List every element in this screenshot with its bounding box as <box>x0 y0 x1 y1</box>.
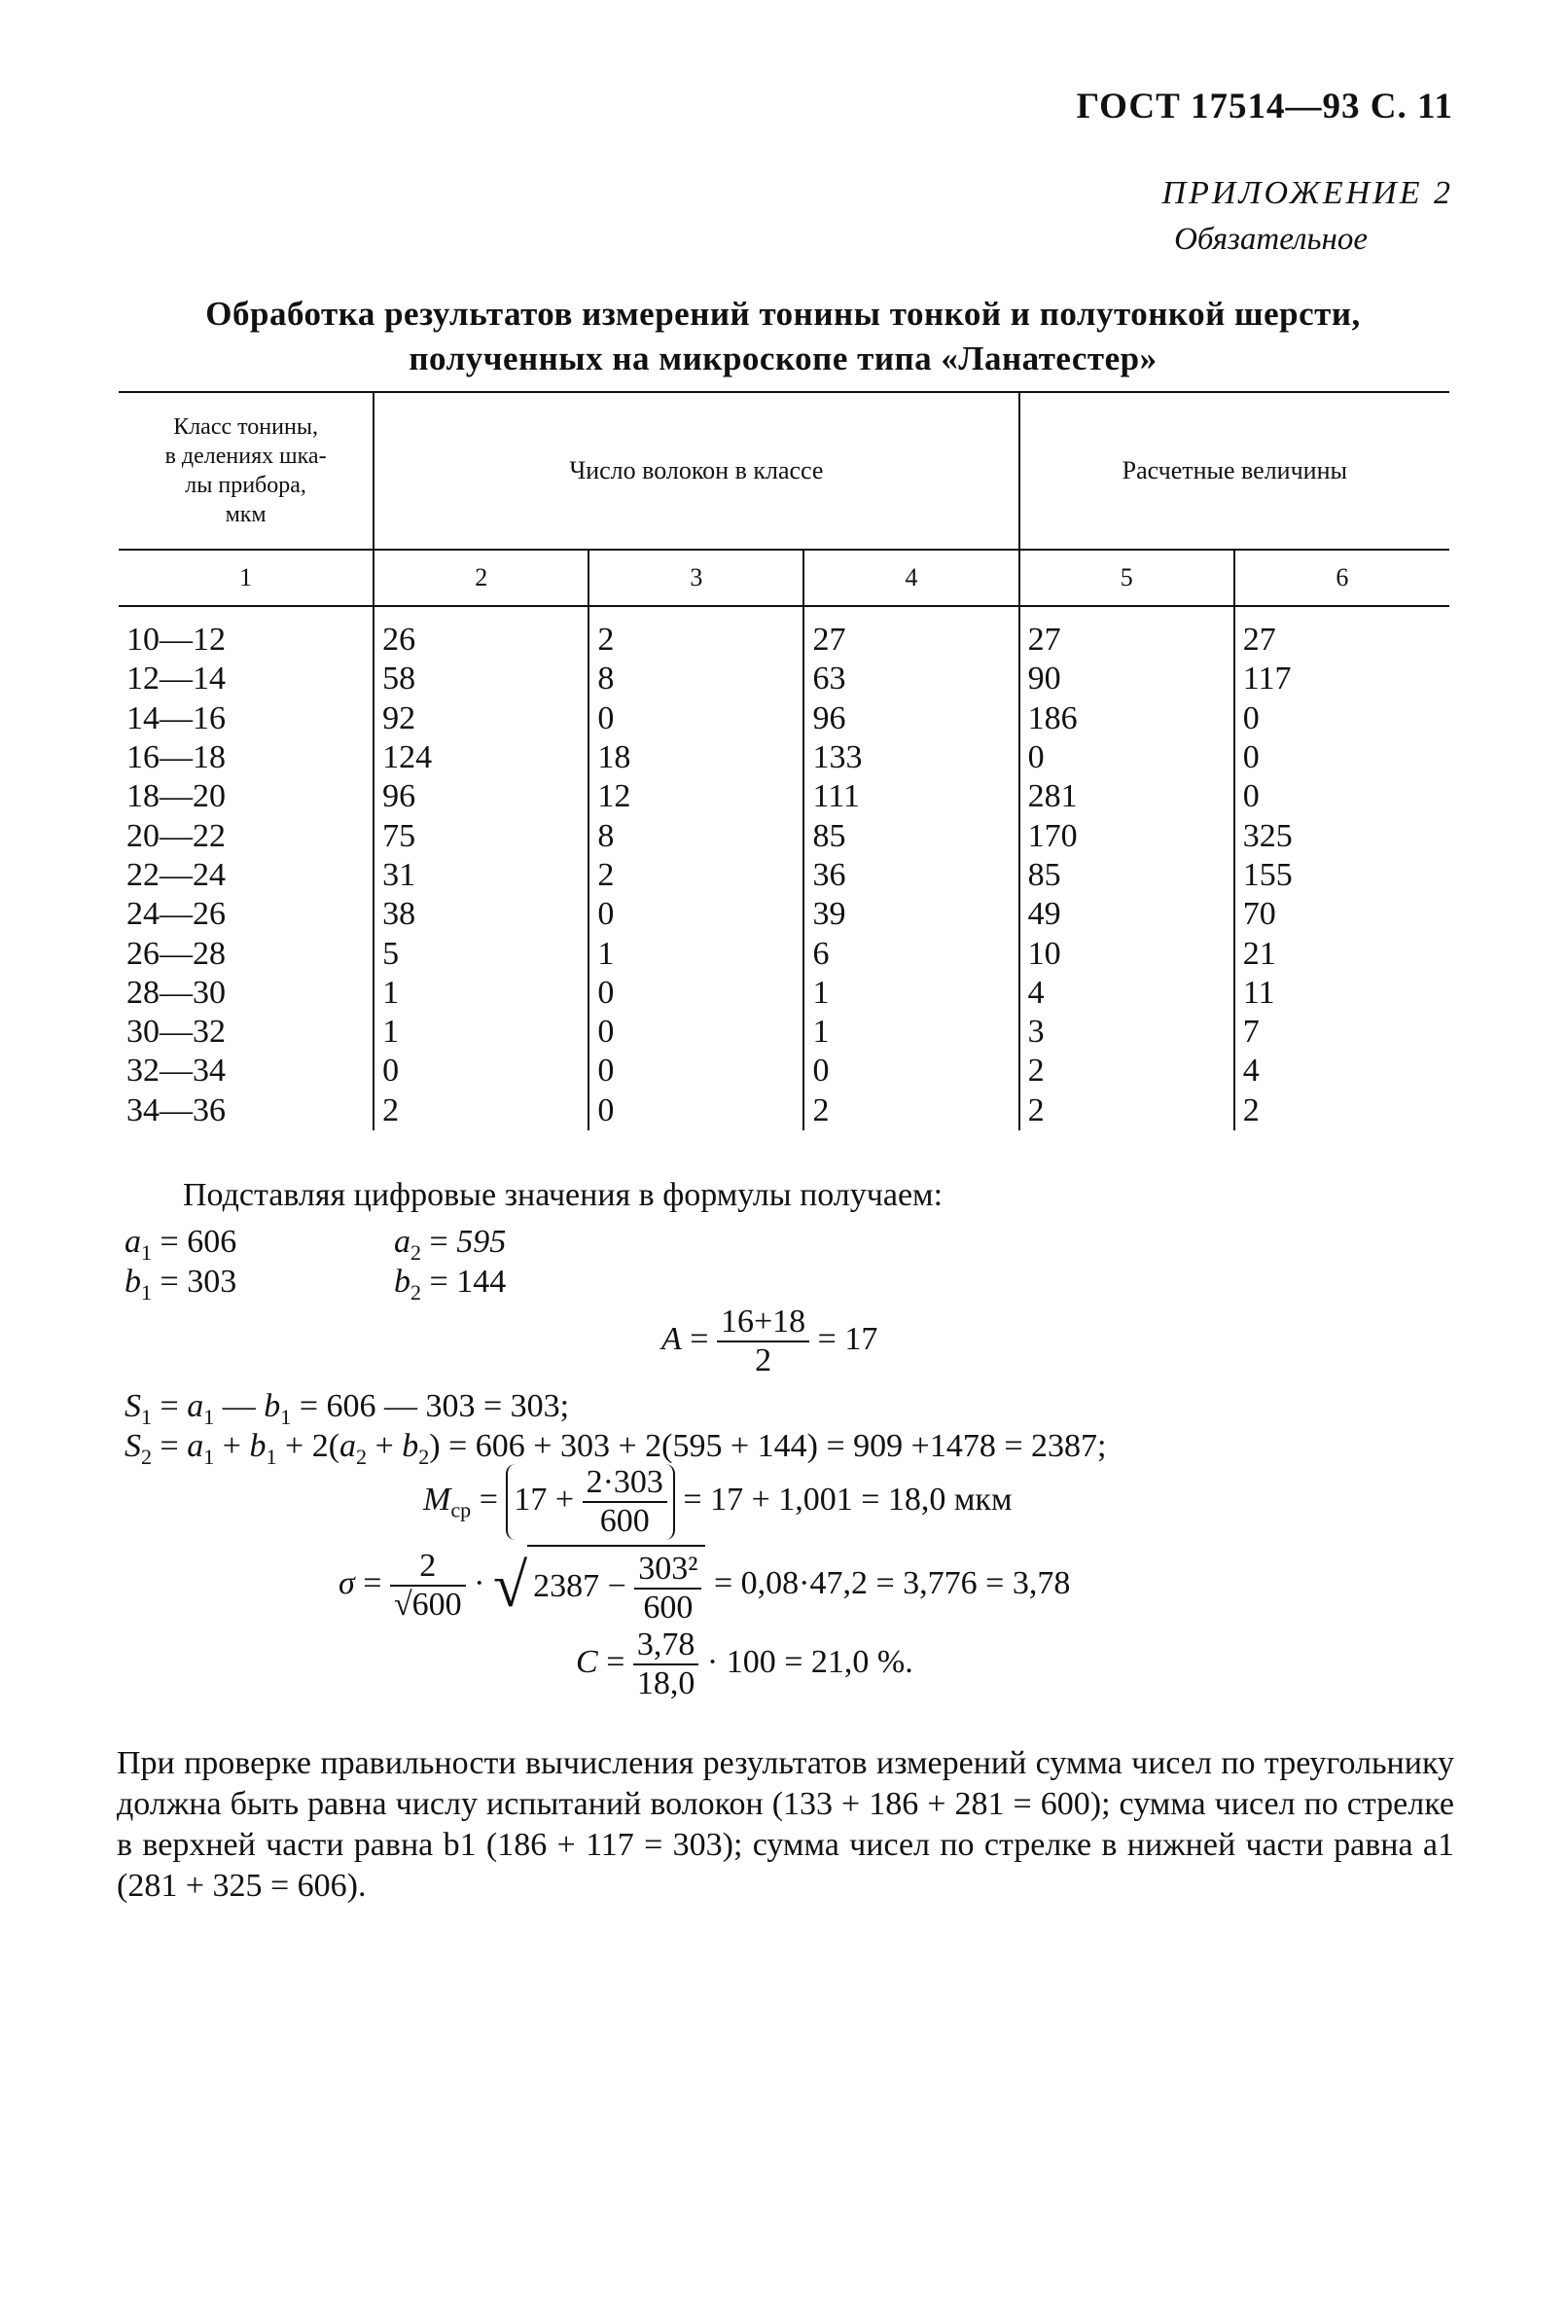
formula-mean: $M_{ср} = 17$ + $\frac{2\cdot 303}{600}$ = 17 + 1,001 = 18,0 мкм <box>423 1464 1013 1539</box>
value-b2: $b_2 = 144$ <box>394 1264 507 1305</box>
table-cell: 18 <box>588 738 803 777</box>
table-cell: 27 <box>803 606 1018 660</box>
table-cell: 75 <box>374 816 588 855</box>
header-class-line: мкм <box>225 502 267 527</box>
table-cell: 4 <box>1019 974 1234 1013</box>
value-a1: $a_1 = 606$ <box>125 1224 237 1265</box>
appendix-title: ПРИЛОЖЕНИЕ 2 <box>1161 175 1453 211</box>
table-row <box>119 895 1449 934</box>
table-cell: 11 <box>1234 974 1449 1013</box>
formula-a: A = $\frac{16+18}{2}$ = 17 <box>661 1304 878 1378</box>
substitution-intro: Подставляя цифровые значения в формулы получаем: <box>183 1177 944 1213</box>
table-cell: 85 <box>1019 856 1234 895</box>
header-class-line: в делениях шка- <box>164 444 327 469</box>
table-cell: 155 <box>1234 856 1449 895</box>
table-cell: 1 <box>803 1013 1018 1052</box>
table-row <box>119 816 1449 855</box>
table-cell: 8 <box>588 816 803 855</box>
document-title <box>117 292 1449 381</box>
table-cell: 5 <box>374 934 588 973</box>
table-cell: 117 <box>1234 660 1449 698</box>
title-line-1: Обработка результатов измерений тонины тонкой и полутонкой шерсти, <box>205 295 1361 333</box>
sqrt-lead: 2387 − <box>533 1567 626 1604</box>
table-cell: 6 <box>803 934 1018 973</box>
header-fineness-class <box>119 392 374 550</box>
table-row <box>119 974 1449 1013</box>
table-cell: 186 <box>1019 699 1234 738</box>
table-cell: 0 <box>588 1091 803 1130</box>
header-class-line: Класс тонины, <box>173 414 318 440</box>
table-cell: 27 <box>1019 606 1234 660</box>
a-result: = 17 <box>817 1320 878 1357</box>
table-cell: 70 <box>1234 895 1449 934</box>
table-row <box>119 856 1449 895</box>
table-cell: 133 <box>803 738 1018 777</box>
sqrt-sign: √ <box>492 1551 528 1620</box>
table-cell: 170 <box>1019 816 1234 855</box>
table-cell: 92 <box>374 699 588 738</box>
header-calculated-values: Расчетные величины <box>1019 392 1449 550</box>
table-cell: 31 <box>374 856 588 895</box>
a-denominator: 2 <box>755 1342 772 1378</box>
fineness-class-cell: 34—36 <box>126 1091 226 1128</box>
sigma-denominator: √600 <box>393 1587 462 1623</box>
mean-lead: 17 + <box>514 1481 575 1518</box>
table-cell: 26 <box>374 606 588 660</box>
table-cell: 2 <box>588 856 803 895</box>
verification-note: При проверке правильности вычисления результатов измерений сумма чисел по треугольнику должна быть равна числу испытаний волокон (133 + 186 + 281 = 600); сумма чисел по стрелке в верхней части равна b1 (186 + 117 = 303); сумма чисел по стрелке в нижней части равна a1 (281 + 325 = 606). <box>117 1745 1454 1904</box>
value-b1: $b_1 = 303$ <box>125 1264 237 1305</box>
column-number: 2 <box>374 550 588 606</box>
table-cell: 38 <box>374 895 588 934</box>
table-cell: 0 <box>588 974 803 1013</box>
table-cell: 0 <box>588 895 803 934</box>
table-cell: 58 <box>374 660 588 698</box>
table-cell: 12 <box>588 777 803 816</box>
appendix-type: Обязательное <box>1174 222 1368 257</box>
c-denominator: 18,0 <box>636 1665 695 1701</box>
a1-value: 606 <box>187 1224 237 1260</box>
fineness-class-cell: 22—24 <box>126 856 226 893</box>
column-number: 4 <box>803 550 1018 606</box>
table-cell: 3 <box>1019 1013 1234 1052</box>
table-cell: 85 <box>803 816 1018 855</box>
table-cell: 2 <box>374 1091 588 1130</box>
formula-c: C = $\frac{3,78}{18,0}$ · 100 = 21,0 %. <box>576 1627 913 1701</box>
table-row <box>119 1091 1449 1130</box>
fineness-class-cell: 16—18 <box>126 739 226 776</box>
mean-tail: = 17 + 1,001 = 18,0 мкм <box>683 1481 1013 1518</box>
b1-value: 303 <box>187 1264 237 1300</box>
table-cell: 2 <box>803 1091 1018 1130</box>
sigma-numerator: 2 <box>390 1548 466 1587</box>
table-cell: 2 <box>588 606 803 660</box>
table-row <box>119 699 1449 738</box>
table-cell: 1 <box>803 974 1018 1013</box>
table-row <box>119 934 1449 973</box>
table-cell: 96 <box>374 777 588 816</box>
column-number: 1 <box>119 550 374 606</box>
table-row <box>119 606 1449 660</box>
formula-sigma: σ = $\frac{2}{√600}$ · √ 2387 − $\frac{\text{303²}}{600}$ = 0,08·47,2 = 3,776 = 3,78 <box>339 1545 1070 1627</box>
table-cell: 8 <box>588 660 803 698</box>
table-cell: 2 <box>1234 1091 1449 1130</box>
table-cell: 10 <box>1019 934 1234 973</box>
table-cell: 90 <box>1019 660 1234 698</box>
table-cell: 0 <box>1234 777 1449 816</box>
table-cell: 39 <box>803 895 1018 934</box>
table-row <box>119 1052 1449 1090</box>
sqrt-expression <box>493 1545 706 1627</box>
formula-s2: $S_2 = a_1 + b_1 + 2(a_2 + b_2) = 606 + 303 + 2(595 + 144) = 909 +1478 = 2387$; <box>125 1428 1107 1469</box>
measurement-table <box>119 391 1449 1130</box>
fineness-class-cell: 26—28 <box>126 935 226 972</box>
table-cell: 0 <box>374 1052 588 1090</box>
sigma-tail: = 0,08·47,2 = 3,776 = 3,78 <box>713 1564 1071 1601</box>
table-cell: 1 <box>374 1013 588 1052</box>
table-cell: 7 <box>1234 1013 1449 1052</box>
table-cell: 96 <box>803 699 1018 738</box>
title-line-2: полученных на микроскопе типа «Ланатестер» <box>409 340 1158 377</box>
fineness-class-cell: 24—26 <box>126 896 226 933</box>
table-cell: 21 <box>1234 934 1449 973</box>
value-a2: $a_2 = 595$ <box>394 1224 507 1265</box>
mean-denominator: 600 <box>599 1503 650 1539</box>
mean-parenthesis <box>506 1464 675 1540</box>
table-cell: 325 <box>1234 816 1449 855</box>
table-cell: 0 <box>1234 738 1449 777</box>
column-number: 6 <box>1234 550 1449 606</box>
table-cell: 1 <box>588 934 803 973</box>
table-cell: 0 <box>1019 738 1234 777</box>
mean-numerator: 2·303 <box>583 1464 667 1503</box>
fineness-class-cell: 32—34 <box>126 1053 226 1090</box>
fineness-class-cell: 10—12 <box>126 622 226 659</box>
a2-value: 595 <box>456 1224 507 1260</box>
table-cell: 0 <box>1234 699 1449 738</box>
table-cell: 27 <box>1234 606 1449 660</box>
sqrt-numerator: 303² <box>634 1551 701 1590</box>
sqrt-denominator: 600 <box>643 1590 694 1626</box>
c-tail: · 100 = 21,0 %. <box>706 1643 913 1680</box>
table-cell: 63 <box>803 660 1018 698</box>
table-cell: 49 <box>1019 895 1234 934</box>
header-class-line: лы прибора, <box>185 473 306 498</box>
b2-value: 144 <box>456 1264 507 1300</box>
a-numerator: 16+18 <box>717 1304 809 1342</box>
fineness-class-cell: 30—32 <box>126 1014 226 1051</box>
column-number: 3 <box>588 550 803 606</box>
fineness-class-cell: 18—20 <box>126 778 226 815</box>
table-row <box>119 777 1449 816</box>
formula-s1: $S_1 = a_1$ — $b_1 = 606$ — 303 = 303; <box>125 1388 570 1429</box>
standard-reference: ГОСТ 17514—93 С. 11 <box>1076 87 1453 126</box>
table-cell: 2 <box>1019 1091 1234 1130</box>
table-cell: 111 <box>803 777 1018 816</box>
table-cell: 0 <box>588 1013 803 1052</box>
header-fibers-count: Число волокон в классе <box>374 392 1018 550</box>
table-cell: 2 <box>1019 1052 1234 1090</box>
table-row <box>119 660 1449 698</box>
fineness-class-cell: 12—14 <box>126 661 226 697</box>
table-cell: 36 <box>803 856 1018 895</box>
table-cell: 0 <box>588 699 803 738</box>
table-cell: 1 <box>374 974 588 1013</box>
fineness-class-cell: 20—22 <box>126 817 226 854</box>
table-cell: 124 <box>374 738 588 777</box>
table-cell: 4 <box>1234 1052 1449 1090</box>
table-row <box>119 1013 1449 1052</box>
fineness-class-cell: 14—16 <box>126 699 226 736</box>
fineness-class-cell: 28—30 <box>126 974 226 1011</box>
column-number: 5 <box>1019 550 1234 606</box>
table-cell: 0 <box>803 1052 1018 1090</box>
s2-tail: = 606 + 303 + 2(595 + 144) = 909 +1478 = 2387; <box>448 1428 1107 1464</box>
table-cell: 0 <box>588 1052 803 1090</box>
table-row <box>119 738 1449 777</box>
c-numerator: 3,78 <box>633 1627 699 1665</box>
table-cell: 281 <box>1019 777 1234 816</box>
